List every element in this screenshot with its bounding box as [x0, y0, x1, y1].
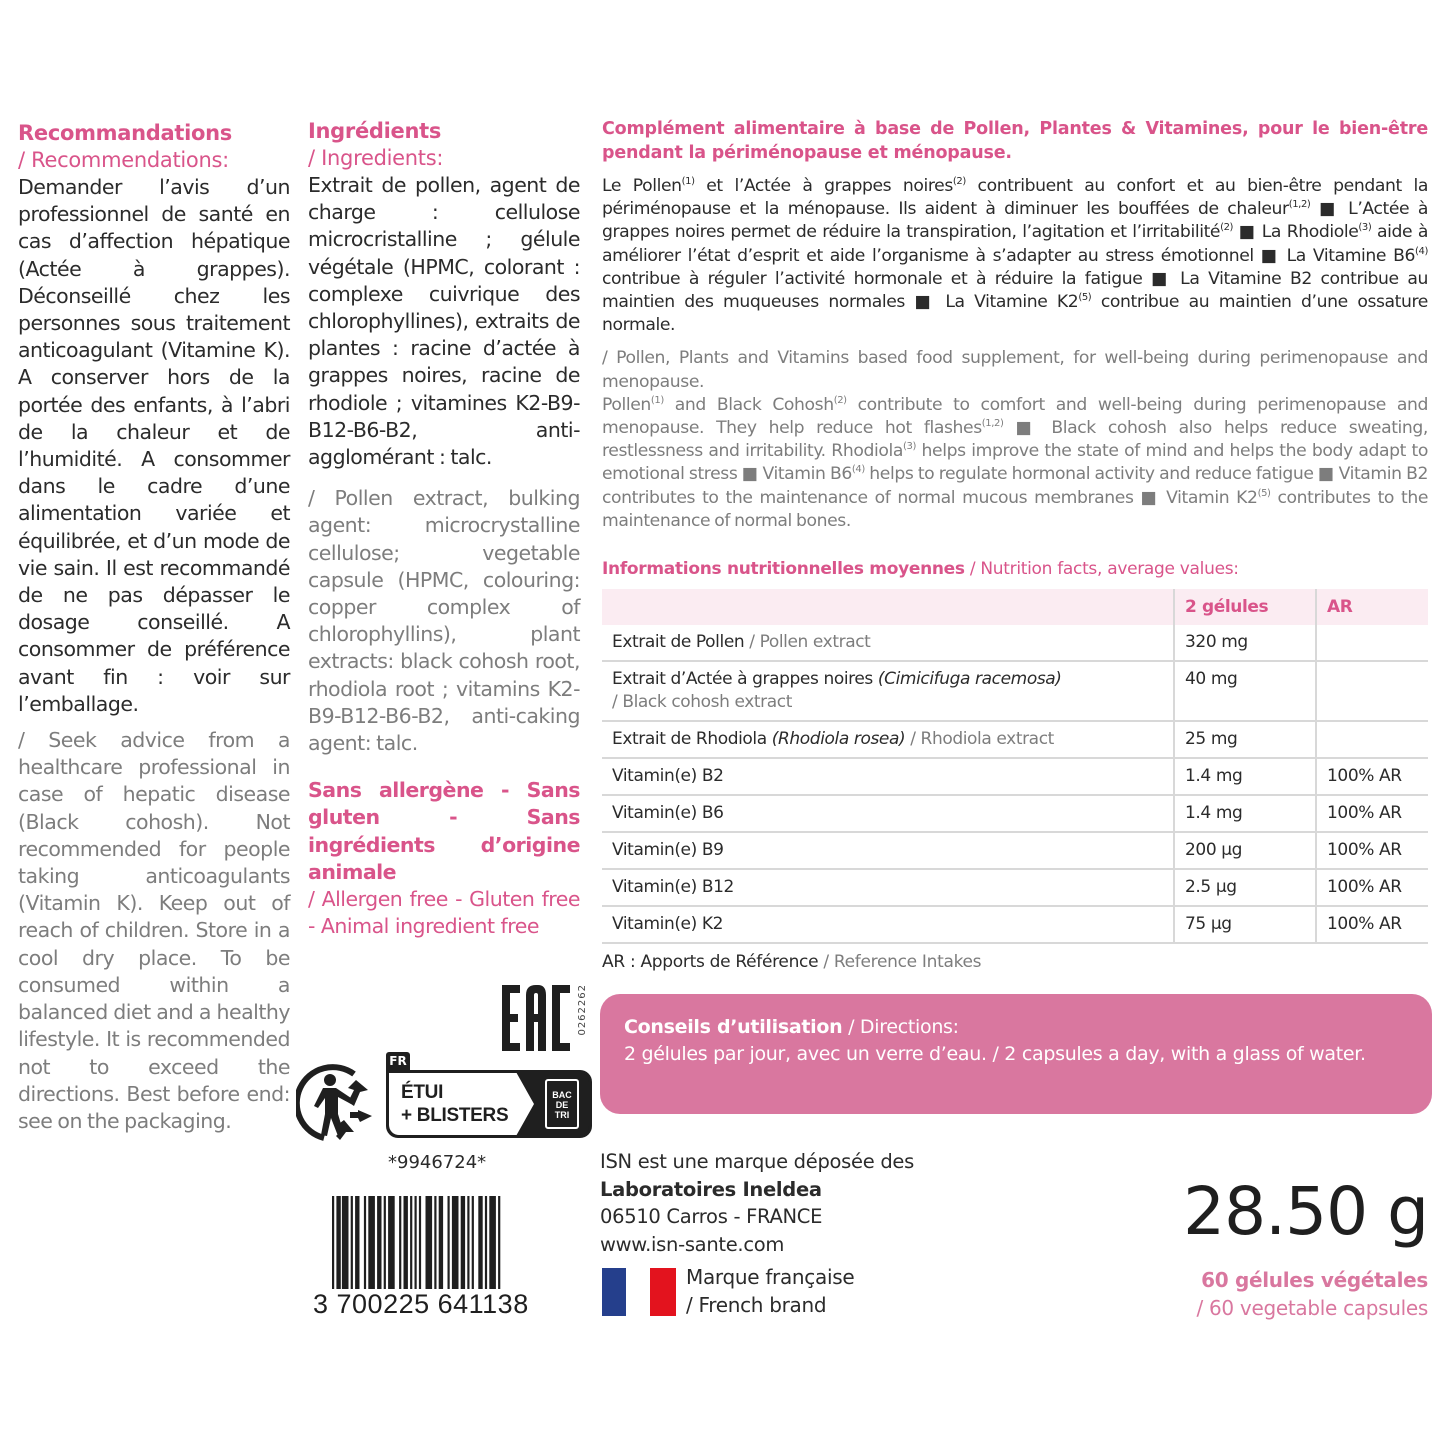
product-info-section — [602, 117, 1428, 972]
ingredients-text-fr: Extrait de pollen, agent de charge : cellulose microcristalline ; gélule végétale (HPMC, colorant : complexe cuivrique des chlorophyllines), extraits de plantes : racine d’actée à grappes noires, racine de rhodiole ; vitamines K2-B9-B12-B6-B2, anti-agglomérant : talc. — [308, 173, 580, 470]
allergen-statement-en: / Allergen free - Gluten free - Animal ingredient free — [308, 887, 580, 939]
footnote-ref: (2) — [952, 176, 966, 187]
nutrition-row — [602, 795, 1428, 832]
nutrient-dose: 75 µg — [1174, 906, 1316, 943]
footnote-ref: (3) — [1358, 222, 1372, 234]
footnote-ref: (5) — [1078, 292, 1092, 304]
nutrition-header-ar: AR — [1316, 589, 1428, 625]
nutrition-row — [602, 758, 1428, 795]
recommendations-title: Recommandations — [18, 121, 232, 145]
nutrient-ar — [1316, 661, 1428, 721]
recycling-items — [401, 1081, 508, 1127]
footnote-ref: (1,2) — [981, 418, 1004, 430]
nutrition-title-fr: Informations nutritionnelles moyennes — [602, 559, 965, 580]
recycling-label-body — [386, 1070, 592, 1138]
recommendations-subtitle: / Recommendations: — [18, 148, 229, 172]
bin-label-line: DE — [555, 1100, 569, 1110]
nutrient-name-en: / Pollen extract — [744, 632, 871, 653]
internal-code: *9946724* — [388, 1152, 487, 1173]
nutrient-dose: 25 mg — [1174, 721, 1316, 758]
nutrient-ar: 100% AR — [1316, 795, 1428, 832]
nutrition-table — [602, 589, 1428, 944]
footnote-ref: (1) — [681, 176, 695, 187]
nutrition-header-dose: 2 gélules — [1174, 589, 1316, 625]
flag-blue-stripe — [602, 1268, 626, 1316]
footnote-ref: (1) — [650, 394, 664, 406]
nutrient-dose: 320 mg — [1174, 625, 1316, 661]
eac-code: 0262262 — [577, 984, 588, 1036]
nutrition-row — [602, 869, 1428, 906]
nutrient-name — [602, 832, 1174, 869]
nutrition-header-row — [602, 589, 1428, 625]
ar-footnote — [602, 952, 1428, 972]
nutrition-title-en: / Nutrition facts, average values: — [964, 559, 1239, 580]
net-weight: 28.50 g — [1183, 1173, 1428, 1250]
nutrient-ar — [1316, 625, 1428, 661]
nutrient-name-fr: Vitamin(e) B12 — [612, 877, 734, 898]
brand-origin — [686, 1263, 854, 1319]
nutrient-name — [602, 795, 1174, 832]
brand-origin-fr: Marque française — [686, 1265, 855, 1289]
nutrient-name-fr: Vitamin(e) B9 — [612, 840, 724, 861]
allergen-statement-fr: Sans allergène - Sans gluten - Sans ingrédients d’origine animale — [308, 778, 580, 884]
nutrient-latin-name: (Cimicifuga racemosa) — [877, 669, 1062, 690]
recycling-item-box: ÉTUI — [401, 1082, 444, 1103]
company-trademark-line: ISN est une marque déposée des — [600, 1150, 914, 1173]
ingredients-text-en: / Pollen extract, bulking agent: microcrystalline cellulose; vegetable capsule (HPMC, colouring: copper complex of chlorophyllins), plant extracts: black cohosh root, rhodiola root ; vitamins K2-B9-B12-B6-B2, anti-caking agent: talc. — [308, 486, 580, 756]
french-flag-icon — [602, 1268, 676, 1316]
ingredients-title: Ingrédients — [308, 119, 442, 143]
nutrient-ar — [1316, 721, 1428, 758]
capsule-count-fr: 60 gélules végétales — [1201, 1268, 1428, 1292]
directions-title-en: / Directions: — [842, 1016, 959, 1038]
recommendations-section — [18, 120, 290, 1135]
description-fr: Le Pollen$^{(1)}$ et l’Actée à grappes noires$^{(2)}$ contribuent au confort et au bien-être pendant la périménopause et la ménopause. Ils aident à diminuer les bouffées de chaleur$^{(1,2)}$ ■ L’Actée à grappes noires permet de réduire la transpiration, l’agitation et l’irritabilité$^{(2)}$ ■ La Rhodiole$^{(3)}$ aide à améliorer l’état d’esprit et aide l’organisme à s’adapter au stress émotionnel ■ La Vitamine B6$^{(4)}$ contribue à réguler l’activité hormonale et à réduire la fatigue ■ La Vitamine B2 contribue au maintien des muqueuses normales ■ La Vitamine K2$^{(5)}$ contribue au maintien d’une ossature normale. — [602, 176, 1428, 336]
nutrient-name-fr: Vitamin(e) B2 — [612, 766, 724, 787]
nutrient-ar: 100% AR — [1316, 906, 1428, 943]
nutrient-ar: 100% AR — [1316, 832, 1428, 869]
nutrient-name-en: / Rhodiola extract — [905, 729, 1054, 750]
footnote-ref: (1,2) — [1288, 199, 1311, 211]
nutrition-row — [602, 721, 1428, 758]
barcode-icon — [330, 1196, 566, 1294]
nutrient-ar: 100% AR — [1316, 758, 1428, 795]
product-headline: Complément alimentaire à base de Pollen, Plantes & Vitamines, pour le bien-être pendant la périménopause et ménopause. — [602, 119, 1428, 163]
company-address: 06510 Carros - FRANCE — [600, 1205, 823, 1228]
nutrient-name — [602, 625, 1174, 661]
nutrient-dose: 40 mg — [1174, 661, 1316, 721]
nutrition-row — [602, 661, 1428, 721]
capsule-count — [1197, 1266, 1428, 1322]
sorting-bin-icon — [545, 1079, 579, 1129]
nutrient-name-en: / Black cohosh extract — [612, 692, 792, 713]
nutrition-row — [602, 832, 1428, 869]
footnote-ref: (4) — [1415, 245, 1428, 257]
recommendations-text-en: / Seek advice from a healthcare professional in case of hepatic disease (Black cohosh). Not recommended for people taking anticoagulants (Vitamin K). Keep out of reach of children. Store in a cool dry place. To be consumed within a balanced diet and a healthy lifestyle. It is recommended not to exceed the directions. Best before end: see on the packaging. — [18, 728, 290, 1133]
directions-text: 2 gélules par jour, avec un verre d’eau. / 2 capsules a day, with a glass of water. — [624, 1043, 1366, 1065]
flag-red-stripe — [650, 1268, 676, 1316]
nutrient-name-fr: Extrait de Rhodiola — [612, 729, 772, 750]
nutrition-title — [602, 558, 1428, 580]
footnote-ref: (2) — [833, 394, 847, 406]
ingredients-section — [308, 118, 580, 940]
recycling-country-tag: FR — [386, 1052, 410, 1070]
brand-origin-en: / French brand — [686, 1293, 827, 1317]
directions-box — [600, 994, 1432, 1114]
nutrient-dose: 2.5 µg — [1174, 869, 1316, 906]
nutrient-name — [602, 869, 1174, 906]
ar-footnote-fr: AR : Apports de Référence — [602, 952, 819, 973]
bin-label-line: BAC — [552, 1090, 572, 1100]
recycling-info-label — [386, 1052, 592, 1138]
footnote-ref: (3) — [902, 441, 916, 453]
nutrition-row — [602, 906, 1428, 943]
ingredients-subtitle: / Ingredients: — [308, 146, 444, 170]
company-info — [600, 1148, 914, 1258]
footnote-ref: (4) — [851, 464, 865, 476]
nutrition-header-name — [602, 589, 1174, 625]
description-en-body: Pollen$^{(1)}$ and Black Cohosh$^{(2)}$ contribute to comfort and well-being during perimenopause and menopause. They help reduce hot flashes$^{(1,2)}$ ■ Black cohosh also helps reduce sweating, restlessness and irritability. Rhodiola$^{(3)}$ helps improve the state of mind and helps the body adapt to emotional stress ■ Vitamin B6$^{(4)}$ helps to regulate hormonal activity and reduce fatigue ■ Vitamin B2 contributes to the maintenance of normal mucous membranes ■ Vitamin K2$^{(5)}$ contributes to the maintenance of normal bones. — [602, 394, 1429, 531]
nutrient-name-fr: Extrait d’Actée à grappes noires — [612, 669, 878, 690]
triman-recycling-icon — [296, 1060, 386, 1142]
company-name: Laboratoires Ineldea — [600, 1177, 822, 1201]
footnote-ref: (2) — [1220, 222, 1234, 234]
nutrient-name-fr: Vitamin(e) B6 — [612, 803, 724, 824]
description-en — [602, 347, 1428, 533]
nutrient-latin-name: (Rhodiola rosea) — [771, 729, 906, 750]
nutrient-dose: 1.4 mg — [1174, 758, 1316, 795]
nutrient-dose: 1.4 mg — [1174, 795, 1316, 832]
nutrient-ar: 100% AR — [1316, 869, 1428, 906]
capsule-count-en: / 60 vegetable capsules — [1196, 1296, 1428, 1320]
directions-title-fr: Conseils d’utilisation — [624, 1016, 843, 1038]
eac-conformity-icon — [500, 985, 572, 1051]
recycling-item-blisters: + BLISTERS — [401, 1105, 509, 1126]
nutrient-name — [602, 758, 1174, 795]
nutrient-name — [602, 906, 1174, 943]
nutrient-name-fr: Extrait de Pollen — [612, 632, 745, 653]
description-en-intro: / Pollen, Plants and Vitamins based food supplement, for well-being during perimenopause and menopause. — [602, 348, 1428, 392]
footnote-ref: (5) — [1257, 487, 1271, 499]
nutrient-name — [602, 661, 1174, 721]
recommendations-text-fr: Demander l’avis d’un professionnel de santé en cas d’affection hépatique (Actée à grappes). Déconseillé chez les personnes sous traitement anticoagulant (Vitamine K). A conserver hors de la portée des enfants, à l’abri de la chaleur et de l’humidité. A consommer dans le cadre d’une alimentation variée et équilibrée, et d’un mode de vie sain. Il est recommandé de ne pas dépasser le dosage conseillé. A consommer de préférence avant fin : voir sur l’emballage. — [18, 175, 290, 716]
ean-number: 3 700225 641138 — [313, 1289, 529, 1319]
nutrition-row — [602, 625, 1428, 661]
nutrient-name — [602, 721, 1174, 758]
company-website: www.isn-sante.com — [600, 1232, 785, 1256]
ar-footnote-en: / Reference Intakes — [818, 952, 982, 973]
nutrient-dose: 200 µg — [1174, 832, 1316, 869]
nutrient-name-fr: Vitamin(e) K2 — [612, 914, 724, 935]
bin-label-line: TRI — [554, 1110, 570, 1120]
